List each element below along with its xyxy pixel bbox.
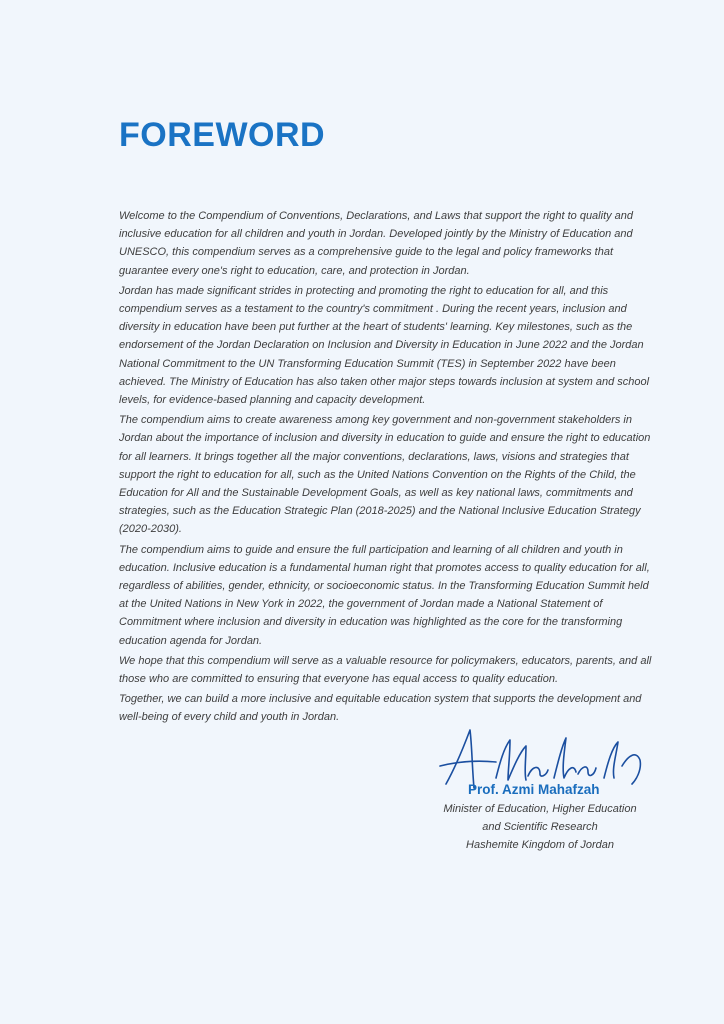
paragraph: The compendium aims to create awareness among key government and non-government stakeholders in Jordan about the importance of inclusion and diversity in education to guide and ensure the right to education for all learners. It brings together all the major conventions, declarations, laws, visions and strategies that support the right to education for all, such as the United Nations Convention on the Rights of the Child, the Education for All and the Sustainable Development Goals, as well as key national laws, commitments and strategies, such as the Education Strategic Plan (2018-2025) and the National Inclusive Education Strategy (2020-2030). — [119, 414, 651, 536]
signatory-name: Prof. Azmi Mahafzah — [468, 782, 600, 797]
signatory-role: and Scientific Research — [482, 821, 598, 833]
foreword-body — [119, 207, 659, 729]
paragraph: Together, we can build a more inclusive and equitable education system that supports the development and well-being of every child and youth in Jordan. — [119, 693, 642, 724]
signatory-country: Hashemite Kingdom of Jordan — [466, 839, 614, 851]
page-title: FOREWORD — [119, 116, 326, 154]
signatory-role: Minister of Education, Higher Education — [443, 803, 637, 815]
paragraph: Jordan has made significant strides in protecting and promoting the right to education for all, and this compendium serves as a testament to the country's commitment . During the recent years, inclusion and diversity in education have been put further at the heart of students' learning. Key milestones, such as the endorsement of the Jordan Declaration on Inclusion and Diversity in Education in June 2022 and the Jordan National Commitment to the UN Transforming Education Summit (TES) in September 2022 have been achieved. The Ministry of Education has also taken other major steps towards inclusion at system and school levels, for evidence-based planning and capacity development. — [119, 284, 650, 407]
paragraph: We hope that this compendium will serve as a valuable resource for policymakers, educators, parents, and all those who are committed to ensuring that everyone has equal access to quality education. — [119, 654, 652, 686]
paragraph: Welcome to the Compendium of Conventions, Declarations, and Laws that support the right to quality and inclusive education for all children and youth in Jordan. Developed jointly by the Ministry of Education and UNESCO, this compendium serves as a comprehensive guide to the legal and policy frameworks that guarantee every one's right to education, care, and protection in Jordan. — [119, 210, 634, 277]
paragraph: The compendium aims to guide and ensure the full participation and learning of all children and youth in education. Inclusive education is a fundamental human right that promotes access to quality education for all, regardless of abilities, gender, ethnicity, or socioeconomic status. In the Transforming Education Summit held at the United Nations in New York in 2022, the government of Jordan made a National Statement of Commitment where inclusion and diversity in education was highlighted as the core for the transforming education agenda for Jordan. — [119, 543, 650, 647]
signature-block — [430, 726, 660, 856]
